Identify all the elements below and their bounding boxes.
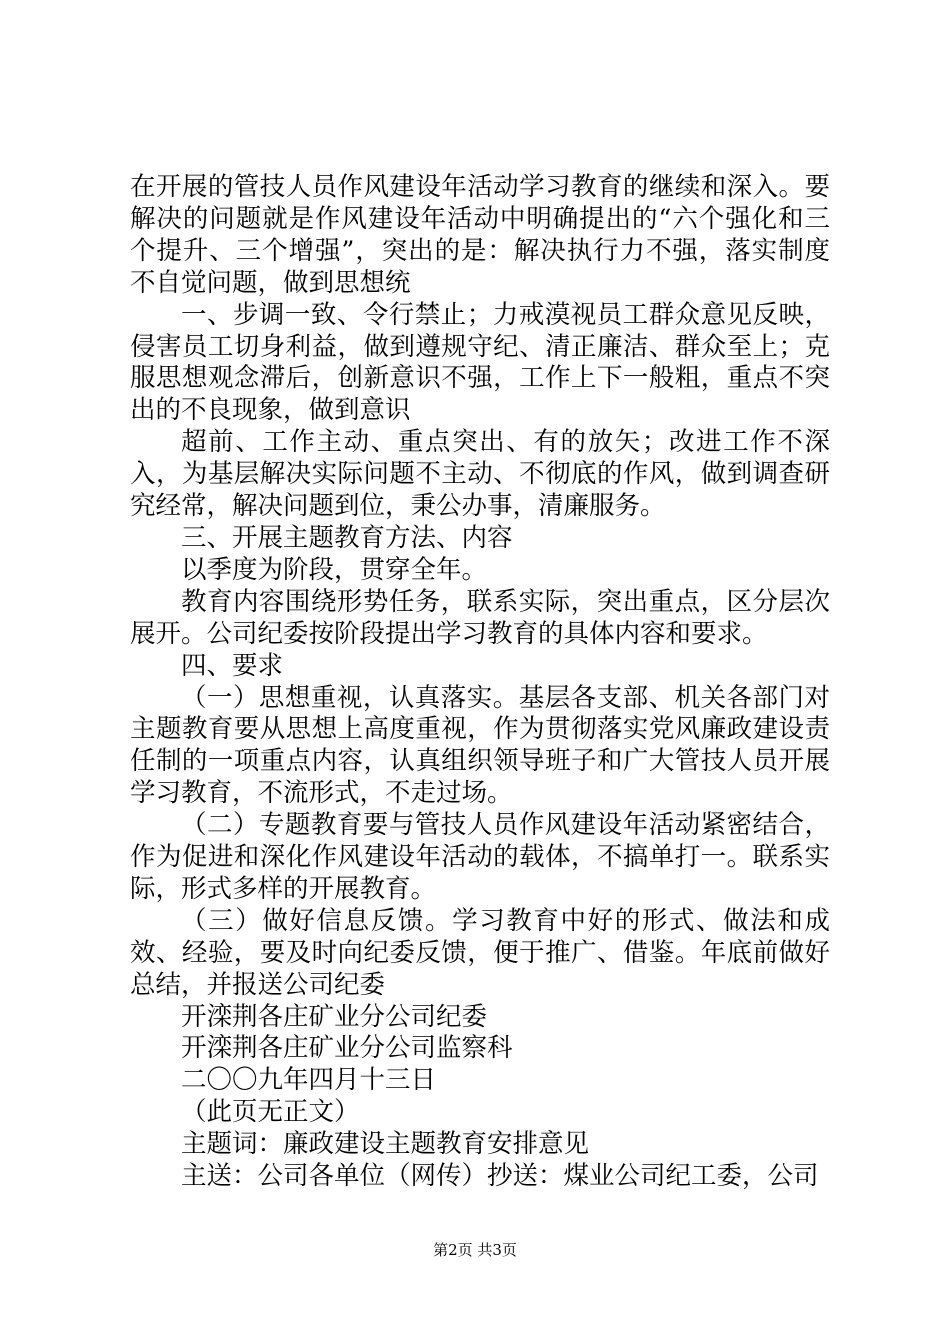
requirement-two: （二）专题教育要与管技人员作风建设年活动紧密结合，作为促进和深化作风建设年活动的载体，不搞单打一。联系实际，形式多样的开展教育。	[130, 810, 830, 904]
section-heading-requirements: 四、要求	[181, 650, 284, 681]
page-number-label: 第2页 共3页	[433, 1241, 517, 1259]
issuer-supervision: 开滦荆各庄矿业分公司监察科	[181, 1033, 513, 1064]
no-body-note: （此页无正文）	[181, 1097, 360, 1128]
page-footer	[0, 1240, 950, 1260]
section-heading-methods: 三、开展主题教育方法、内容	[181, 522, 513, 553]
paragraph-schedule: 以季度为阶段，贯穿全年。	[181, 554, 488, 585]
document-body	[130, 172, 830, 1193]
paragraph-continuation: 在开展的管技人员作风建设年活动学习教育的继续和深入。要解决的问题就是作风建设年活动中明确提出的“六个强化和三个提升、三个增强”，突出的是：解决执行力不强，落实制度不自觉问题，做到思想统	[130, 172, 830, 298]
subject-words: 主题词：廉政建设主题教育安排意见	[181, 1129, 590, 1160]
issue-date: 二〇〇九年四月十三日	[181, 1065, 437, 1096]
paragraph-item-one: 一、步调一致、令行禁止；力戒漠视员工群众意见反映，侵害员工切身利益，做到遵规守纪、清正廉洁、群众至上；克服思想观念滞后，创新意识不强，工作上下一般粗，重点不突出的不良现象，做到意识	[130, 299, 830, 426]
issuer-committee: 开滦荆各庄矿业分公司纪委	[181, 1001, 488, 1032]
requirement-one: （一）思想重视，认真落实。基层各支部、机关各部门对主题教育要从思想上高度重视，作为贯彻落实党风廉政建设责任制的一项重点内容，认真组织领导班子和广大管技人员开展学习教育，不流形式，不走过场。	[130, 682, 830, 809]
paragraph-content: 教育内容围绕形势任务，联系实际，突出重点，区分层次展开。公司纪委按阶段提出学习教育的具体内容和要求。	[130, 586, 830, 649]
paragraph-item-one-continued: 超前、工作主动、重点突出、有的放矢；改进工作不深入，为基层解决实际问题不主动、不彻底的作风，做到调查研究经常，解决问题到位，秉公办事，清廉服务。	[130, 427, 830, 522]
distribution-line: 主送：公司各单位（网传）抄送：煤业公司纪工委，公司	[181, 1161, 819, 1192]
requirement-three: （三）做好信息反馈。学习教育中好的形式、做法和成效、经验，要及时向纪委反馈，便于推广、借鉴。年底前做好总结，并报送公司纪委	[130, 905, 830, 1000]
